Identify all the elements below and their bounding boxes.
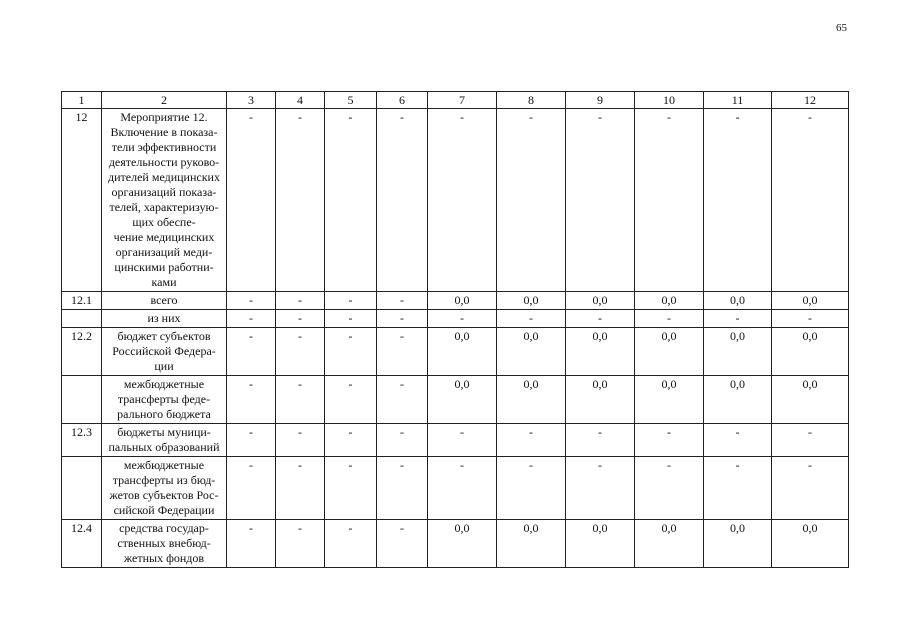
description-line: Российской Федера-	[112, 344, 216, 358]
value-cell: 0,0	[635, 328, 704, 376]
description-line: трансферты феде-	[117, 392, 211, 406]
column-header: 1	[62, 92, 102, 109]
column-header: 3	[227, 92, 276, 109]
value-cell: -	[325, 328, 377, 376]
row-number: 12.2	[62, 328, 102, 376]
value-cell: -	[428, 457, 497, 520]
value-cell: 0,0	[635, 292, 704, 310]
description-line: сийской Федерации	[113, 503, 215, 517]
value-cell: -	[497, 457, 566, 520]
value-cell: -	[276, 109, 325, 292]
value-cell: -	[227, 328, 276, 376]
value-cell: -	[566, 457, 635, 520]
value-cell: -	[772, 424, 849, 457]
value-cell: -	[325, 310, 377, 328]
description-line: организаций меди-	[115, 245, 213, 259]
table-row	[62, 457, 849, 520]
value-cell: -	[635, 109, 704, 292]
description-line: организаций показа-	[111, 185, 217, 199]
value-cell: -	[377, 376, 428, 424]
value-cell: -	[227, 310, 276, 328]
value-cell: -	[325, 292, 377, 310]
value-cell: -	[704, 424, 772, 457]
value-cell: 0,0	[635, 520, 704, 568]
description-line: пальных образований	[108, 440, 220, 454]
row-number	[62, 376, 102, 424]
column-header: 11	[704, 92, 772, 109]
value-cell: 0,0	[428, 376, 497, 424]
description-line: всего	[150, 293, 178, 307]
value-cell: -	[227, 376, 276, 424]
column-header: 12	[772, 92, 849, 109]
value-cell: -	[325, 424, 377, 457]
value-cell: -	[227, 292, 276, 310]
value-cell: 0,0	[428, 520, 497, 568]
value-cell: -	[377, 424, 428, 457]
description-line: Включение в показа-	[110, 125, 218, 139]
description-line: межбюджетные	[123, 377, 205, 391]
value-cell: -	[377, 328, 428, 376]
column-header: 7	[428, 92, 497, 109]
value-cell: -	[227, 520, 276, 568]
description-line: жетных фондов	[123, 551, 205, 565]
value-cell: -	[276, 292, 325, 310]
value-cell: 0,0	[704, 328, 772, 376]
table-row	[62, 310, 849, 328]
column-header: 4	[276, 92, 325, 109]
description-line: из них	[147, 311, 181, 325]
value-cell: -	[377, 310, 428, 328]
value-cell: -	[704, 310, 772, 328]
row-number: 12.3	[62, 424, 102, 457]
row-description	[102, 109, 227, 292]
budget-table	[61, 91, 849, 568]
row-number	[62, 310, 102, 328]
value-cell: -	[325, 109, 377, 292]
description-line: цинскими работни-	[114, 260, 214, 274]
description-line: деятельности руково-	[108, 155, 220, 169]
row-description	[102, 292, 227, 310]
description-line: ции	[154, 359, 174, 373]
row-description	[102, 424, 227, 457]
description-line: ственных внебюд-	[117, 536, 211, 550]
description-line: дителей медицинских	[108, 170, 220, 184]
table-row	[62, 109, 849, 292]
value-cell: -	[635, 457, 704, 520]
value-cell: 0,0	[428, 292, 497, 310]
description-line: жетов субъектов Рос-	[109, 488, 219, 502]
column-header: 2	[102, 92, 227, 109]
row-number: 12.4	[62, 520, 102, 568]
value-cell: -	[566, 109, 635, 292]
description-line: тели эффективности	[111, 140, 217, 154]
value-cell: 0,0	[497, 292, 566, 310]
value-cell: -	[276, 424, 325, 457]
value-cell: -	[377, 520, 428, 568]
value-cell: -	[635, 424, 704, 457]
row-description	[102, 520, 227, 568]
value-cell: 0,0	[704, 520, 772, 568]
row-number: 12.1	[62, 292, 102, 310]
value-cell: 0,0	[497, 376, 566, 424]
value-cell: -	[497, 109, 566, 292]
value-cell: -	[377, 109, 428, 292]
value-cell: -	[428, 109, 497, 292]
value-cell: -	[704, 109, 772, 292]
column-header: 10	[635, 92, 704, 109]
value-cell: -	[227, 424, 276, 457]
description-line: Мероприятие 12.	[120, 110, 208, 124]
value-cell: -	[704, 457, 772, 520]
value-cell: -	[772, 310, 849, 328]
description-line: щих обеспе-	[132, 215, 196, 229]
value-cell: -	[276, 310, 325, 328]
value-cell: 0,0	[566, 376, 635, 424]
value-cell: 0,0	[704, 292, 772, 310]
value-cell: -	[566, 424, 635, 457]
value-cell: 0,0	[497, 520, 566, 568]
table-row	[62, 328, 849, 376]
description-line: телей, характеризую-	[109, 200, 219, 214]
row-number	[62, 457, 102, 520]
value-cell: -	[566, 310, 635, 328]
value-cell: 0,0	[635, 376, 704, 424]
value-cell: -	[325, 457, 377, 520]
value-cell: -	[276, 376, 325, 424]
value-cell: -	[377, 457, 428, 520]
description-line: чение медицинских	[113, 230, 215, 244]
description-line: межбюджетные	[123, 458, 205, 472]
value-cell: 0,0	[566, 520, 635, 568]
description-line: рального бюджета	[117, 407, 211, 421]
value-cell: -	[227, 109, 276, 292]
row-description	[102, 310, 227, 328]
value-cell: 0,0	[428, 328, 497, 376]
column-header: 8	[497, 92, 566, 109]
value-cell: -	[325, 376, 377, 424]
table-body	[62, 92, 849, 568]
value-cell: -	[497, 310, 566, 328]
column-header: 9	[566, 92, 635, 109]
row-description	[102, 328, 227, 376]
description-line: ками	[151, 275, 177, 289]
value-cell: -	[635, 310, 704, 328]
page-number: 65	[836, 22, 847, 34]
value-cell: -	[428, 310, 497, 328]
row-number: 12	[62, 109, 102, 292]
value-cell: 0,0	[772, 292, 849, 310]
row-description	[102, 457, 227, 520]
value-cell: -	[428, 424, 497, 457]
value-cell: -	[497, 424, 566, 457]
description-line: трансферты из бюд-	[112, 473, 216, 487]
column-header: 5	[325, 92, 377, 109]
value-cell: -	[227, 457, 276, 520]
value-cell: -	[377, 292, 428, 310]
value-cell: 0,0	[497, 328, 566, 376]
description-line: средства государ-	[119, 521, 209, 535]
table-row	[62, 376, 849, 424]
description-line: бюджеты муници-	[117, 425, 211, 439]
value-cell: -	[276, 328, 325, 376]
row-description	[102, 376, 227, 424]
value-cell: -	[276, 457, 325, 520]
column-header: 6	[377, 92, 428, 109]
value-cell: 0,0	[772, 328, 849, 376]
value-cell: -	[276, 520, 325, 568]
value-cell: -	[325, 520, 377, 568]
value-cell: 0,0	[772, 520, 849, 568]
table-row	[62, 520, 849, 568]
value-cell: 0,0	[566, 328, 635, 376]
table-header-row	[62, 92, 849, 109]
table-row	[62, 424, 849, 457]
value-cell: -	[772, 109, 849, 292]
value-cell: 0,0	[566, 292, 635, 310]
table-row	[62, 292, 849, 310]
description-line: бюджет субъектов	[117, 329, 211, 343]
value-cell: -	[772, 457, 849, 520]
value-cell: 0,0	[704, 376, 772, 424]
value-cell: 0,0	[772, 376, 849, 424]
